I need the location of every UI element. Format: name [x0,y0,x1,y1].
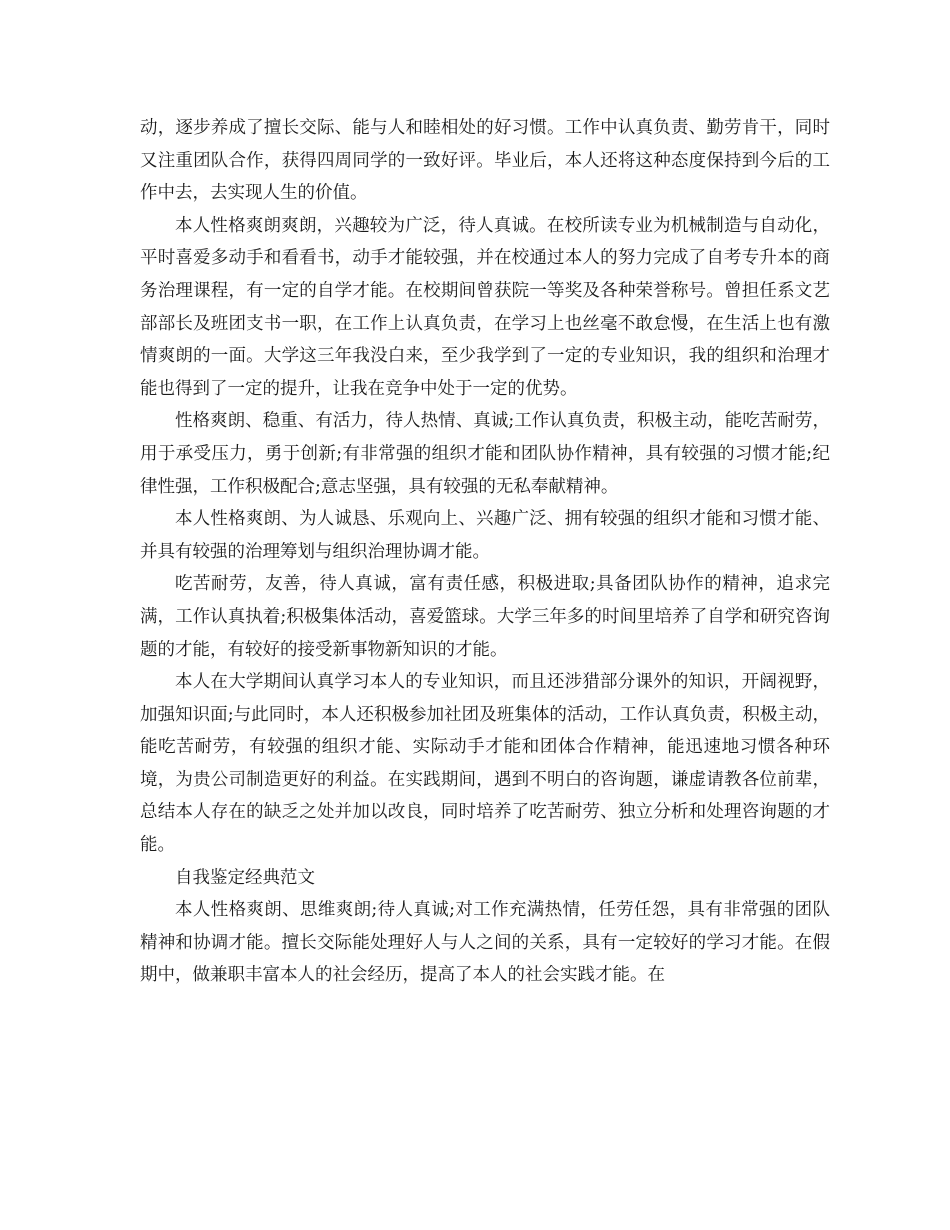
paragraph-organization-skills: 本人性格爽朗、为人诚恳、乐观向上、兴趣广泛、拥有较强的组织才能和习惯才能、并具有较强的治理筹划与组织治理协调才能。 [140,509,830,562]
document-page [140,112,830,992]
paragraph-hardworking: 吃苦耐劳，友善，待人真诚，富有责任感，积极进取;具备团队协作的精神，追求完满，工作认真执着;积极集体活动，喜爱篮球。大学三年多的时间里培养了自学和研究咨询题的才能，有较好的接受新事物新知识的才能。 [140,574,830,660]
paragraph-personality-major: 本人性格爽朗爽朗，兴趣较为广泛，待人真诚。在校所读专业为机械制造与自动化，平时喜爱多动手和看看书，动手才能较强，并在校通过本人的努力完成了自考专升本的商务治理课程，有一定的自学才能。在校期间曾获院一等奖及各种荣誉称号。曾担任系文艺部部长及班团支书一职，在工作上认真负责，在学习上也丝毫不敢怠慢，在生活上也有激情爽朗的一面。大学这三年我没白来，至少我学到了一定的专业知识，我的组织和治理才能也得到了一定的提升，让我在竞争中处于一定的优势。 [140,215,830,399]
paragraph-university-study: 本人在大学期间认真学习本人的专业知识，而且还涉猎部分课外的知识，开阔视野，加强知识面;与此同时，本人还积极参加社团及班集体的活动，工作认真负责，积极主动，能吃苦耐劳，有较强的组织才能、实际动手才能和团体合作精神，能迅速地习惯各种环境，为贵公司制造更好的利益。在实践期间，遇到不明白的咨询题，谦虚请教各位前辈，总结本人存在的缺乏之处并加以改良，同时培养了吃苦耐劳、独立分析和处理咨询题的才能。 [140,672,830,856]
section-heading: 自我鉴定经典范文 [175,867,315,888]
paragraph-self-assessment: 本人性格爽朗、思维爽朗;待人真诚;对工作充满热情，任劳任怨，具有非常强的团队精神和协调才能。擅长交际能处理好人与人之间的关系，具有一定较好的学习才能。在假期中，做兼职丰富本人的社会经历，提高了本人的社会实践才能。在 [140,900,830,986]
paragraph-work-attitude: 性格爽朗、稳重、有活力，待人热情、真诚;工作认真负责，积极主动，能吃苦耐劳，用于承受压力，勇于创新;有非常强的组织才能和团队协作精神，具有较强的习惯才能;纪律性强，工作积极配合;意志坚强，具有较强的无私奉献精神。 [140,411,830,497]
paragraph-continuation: 动，逐步养成了擅长交际、能与人和睦相处的好习惯。工作中认真负责、勤劳肯干，同时又注重团队合作，获得四周同学的一致好评。毕业后，本人还将这种态度保持到今后的工作中去，去实现人生的价值。 [140,118,830,204]
